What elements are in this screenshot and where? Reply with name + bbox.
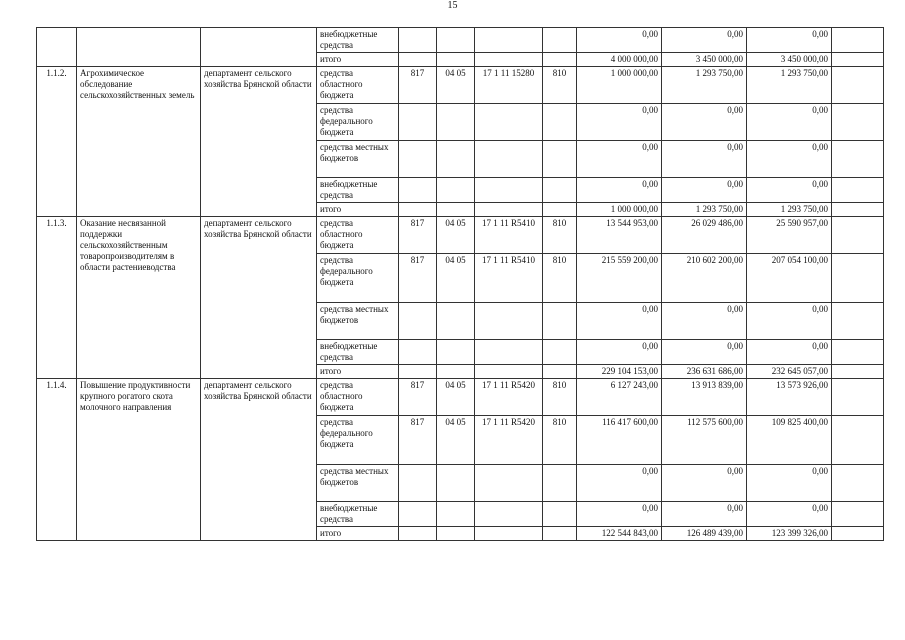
amount-year-2: 13 913 839,00 bbox=[662, 379, 747, 416]
code-grbs bbox=[399, 28, 437, 53]
code-target bbox=[475, 527, 543, 541]
extra-cell bbox=[832, 254, 884, 303]
amount-year-3: 109 825 400,00 bbox=[747, 416, 832, 465]
funding-source: средства федерального бюджета bbox=[317, 104, 399, 141]
amount-year-2: 0,00 bbox=[662, 465, 747, 502]
amount-year-2: 1 293 750,00 bbox=[662, 67, 747, 104]
code-grbs: 817 bbox=[399, 379, 437, 416]
amount-year-3: 207 054 100,00 bbox=[747, 254, 832, 303]
code-grbs bbox=[399, 303, 437, 340]
code-expense-type: 810 bbox=[543, 416, 577, 465]
amount-year-3: 0,00 bbox=[747, 28, 832, 53]
extra-cell bbox=[832, 67, 884, 104]
code-section: 04 05 bbox=[437, 379, 475, 416]
budget-table bbox=[36, 27, 884, 541]
amount-year-1: 4 000 000,00 bbox=[577, 53, 662, 67]
code-expense-type bbox=[543, 141, 577, 178]
funding-source: средства областного бюджета bbox=[317, 67, 399, 104]
amount-year-3: 1 293 750,00 bbox=[747, 67, 832, 104]
code-grbs bbox=[399, 465, 437, 502]
code-expense-type bbox=[543, 340, 577, 365]
funding-source: средства местных бюджетов bbox=[317, 465, 399, 502]
extra-cell bbox=[832, 178, 884, 203]
code-target: 17 1 11 R5410 bbox=[475, 217, 543, 254]
amount-year-2: 1 293 750,00 bbox=[662, 203, 747, 217]
item-name: Повышение продуктивности крупного рогатого скота молочного направления bbox=[77, 379, 201, 541]
dept-cell bbox=[201, 28, 317, 67]
code-target bbox=[475, 303, 543, 340]
code-target: 17 1 11 R5420 bbox=[475, 379, 543, 416]
extra-cell bbox=[832, 28, 884, 53]
code-target bbox=[475, 141, 543, 178]
amount-year-2: 210 602 200,00 bbox=[662, 254, 747, 303]
item-department: департамент сельского хозяйства Брянской области bbox=[201, 379, 317, 541]
amount-year-3: 0,00 bbox=[747, 502, 832, 527]
table-row bbox=[37, 217, 884, 254]
code-expense-type bbox=[543, 465, 577, 502]
amount-year-2: 0,00 bbox=[662, 178, 747, 203]
code-grbs bbox=[399, 53, 437, 67]
extra-cell bbox=[832, 141, 884, 178]
code-section: 04 05 bbox=[437, 217, 475, 254]
code-grbs bbox=[399, 141, 437, 178]
extra-cell bbox=[832, 465, 884, 502]
funding-source: итого bbox=[317, 365, 399, 379]
extra-cell bbox=[832, 527, 884, 541]
code-target bbox=[475, 53, 543, 67]
funding-source: средства местных бюджетов bbox=[317, 141, 399, 178]
code-target: 17 1 11 R5420 bbox=[475, 416, 543, 465]
code-section bbox=[437, 28, 475, 53]
page-number: 15 bbox=[447, 0, 458, 11]
amount-year-1: 0,00 bbox=[577, 141, 662, 178]
item-name: Агрохимическое обследование сельскохозяйственных земель bbox=[77, 67, 201, 217]
extra-cell bbox=[832, 416, 884, 465]
code-expense-type: 810 bbox=[543, 217, 577, 254]
item-index: 1.1.4. bbox=[37, 379, 77, 541]
code-section: 04 05 bbox=[437, 416, 475, 465]
extra-cell bbox=[832, 217, 884, 254]
code-grbs: 817 bbox=[399, 67, 437, 104]
amount-year-1: 0,00 bbox=[577, 178, 662, 203]
amount-year-1: 0,00 bbox=[577, 465, 662, 502]
funding-source: внебюджетные средства bbox=[317, 28, 399, 53]
amount-year-2: 0,00 bbox=[662, 502, 747, 527]
item-index: 1.1.2. bbox=[37, 67, 77, 217]
code-target bbox=[475, 104, 543, 141]
code-expense-type: 810 bbox=[543, 379, 577, 416]
amount-year-2: 0,00 bbox=[662, 340, 747, 365]
amount-year-3: 25 590 957,00 bbox=[747, 217, 832, 254]
code-grbs bbox=[399, 178, 437, 203]
amount-year-1: 122 544 843,00 bbox=[577, 527, 662, 541]
amount-year-2: 0,00 bbox=[662, 303, 747, 340]
code-grbs: 817 bbox=[399, 217, 437, 254]
amount-year-2: 3 450 000,00 bbox=[662, 53, 747, 67]
extra-cell bbox=[832, 203, 884, 217]
extra-cell bbox=[832, 379, 884, 416]
amount-year-2: 0,00 bbox=[662, 28, 747, 53]
code-grbs bbox=[399, 502, 437, 527]
idx-cell bbox=[37, 28, 77, 67]
extra-cell bbox=[832, 53, 884, 67]
funding-source: средства местных бюджетов bbox=[317, 303, 399, 340]
funding-source: итого bbox=[317, 53, 399, 67]
amount-year-2: 236 631 686,00 bbox=[662, 365, 747, 379]
name-cell bbox=[77, 28, 201, 67]
extra-cell bbox=[832, 340, 884, 365]
amount-year-3: 0,00 bbox=[747, 340, 832, 365]
code-grbs bbox=[399, 527, 437, 541]
amount-year-1: 13 544 953,00 bbox=[577, 217, 662, 254]
code-grbs bbox=[399, 340, 437, 365]
code-target bbox=[475, 340, 543, 365]
amount-year-3: 0,00 bbox=[747, 104, 832, 141]
code-target: 17 1 11 R5410 bbox=[475, 254, 543, 303]
table-row bbox=[37, 379, 884, 416]
amount-year-1: 116 417 600,00 bbox=[577, 416, 662, 465]
code-target bbox=[475, 465, 543, 502]
funding-source: итого bbox=[317, 527, 399, 541]
code-expense-type bbox=[543, 502, 577, 527]
code-section bbox=[437, 303, 475, 340]
item-name: Оказание несвязанной поддержки сельскохозяйственным товаропроизводителям в области растениеводства bbox=[77, 217, 201, 379]
funding-source: внебюджетные средства bbox=[317, 178, 399, 203]
code-grbs bbox=[399, 203, 437, 217]
item-department: департамент сельского хозяйства Брянской области bbox=[201, 67, 317, 217]
item-department: департамент сельского хозяйства Брянской области bbox=[201, 217, 317, 379]
table-row bbox=[37, 67, 884, 104]
amount-year-2: 112 575 600,00 bbox=[662, 416, 747, 465]
code-section bbox=[437, 141, 475, 178]
item-index: 1.1.3. bbox=[37, 217, 77, 379]
extra-cell bbox=[832, 502, 884, 527]
code-expense-type bbox=[543, 28, 577, 53]
funding-source: средства областного бюджета bbox=[317, 217, 399, 254]
amount-year-3: 232 645 057,00 bbox=[747, 365, 832, 379]
funding-source: средства федерального бюджета bbox=[317, 416, 399, 465]
funding-source: внебюджетные средства bbox=[317, 340, 399, 365]
amount-year-1: 0,00 bbox=[577, 104, 662, 141]
code-target bbox=[475, 178, 543, 203]
code-section bbox=[437, 53, 475, 67]
code-expense-type bbox=[543, 203, 577, 217]
amount-year-3: 0,00 bbox=[747, 141, 832, 178]
amount-year-1: 0,00 bbox=[577, 303, 662, 340]
funding-source: внебюджетные средства bbox=[317, 502, 399, 527]
code-section bbox=[437, 203, 475, 217]
funding-source: средства областного бюджета bbox=[317, 379, 399, 416]
code-target bbox=[475, 502, 543, 527]
amount-year-1: 6 127 243,00 bbox=[577, 379, 662, 416]
extra-cell bbox=[832, 365, 884, 379]
code-section: 04 05 bbox=[437, 254, 475, 303]
extra-cell bbox=[832, 104, 884, 141]
amount-year-3: 0,00 bbox=[747, 303, 832, 340]
amount-year-1: 1 000 000,00 bbox=[577, 67, 662, 104]
amount-year-2: 126 489 439,00 bbox=[662, 527, 747, 541]
funding-source: итого bbox=[317, 203, 399, 217]
code-expense-type bbox=[543, 53, 577, 67]
code-expense-type: 810 bbox=[543, 254, 577, 303]
table-row bbox=[37, 28, 884, 53]
amount-year-3: 13 573 926,00 bbox=[747, 379, 832, 416]
amount-year-1: 0,00 bbox=[577, 502, 662, 527]
code-grbs bbox=[399, 104, 437, 141]
code-target: 17 1 11 15280 bbox=[475, 67, 543, 104]
code-grbs: 817 bbox=[399, 416, 437, 465]
code-expense-type bbox=[543, 178, 577, 203]
amount-year-3: 123 399 326,00 bbox=[747, 527, 832, 541]
code-expense-type bbox=[543, 303, 577, 340]
amount-year-3: 1 293 750,00 bbox=[747, 203, 832, 217]
code-section bbox=[437, 527, 475, 541]
code-expense-type bbox=[543, 527, 577, 541]
code-expense-type: 810 bbox=[543, 67, 577, 104]
code-grbs: 817 bbox=[399, 254, 437, 303]
code-target bbox=[475, 365, 543, 379]
amount-year-1: 229 104 153,00 bbox=[577, 365, 662, 379]
code-section bbox=[437, 104, 475, 141]
amount-year-3: 3 450 000,00 bbox=[747, 53, 832, 67]
amount-year-2: 26 029 486,00 bbox=[662, 217, 747, 254]
extra-cell bbox=[832, 303, 884, 340]
amount-year-1: 1 000 000,00 bbox=[577, 203, 662, 217]
code-section bbox=[437, 465, 475, 502]
amount-year-3: 0,00 bbox=[747, 465, 832, 502]
code-grbs bbox=[399, 365, 437, 379]
code-section bbox=[437, 365, 475, 379]
funding-source: средства федерального бюджета bbox=[317, 254, 399, 303]
code-target bbox=[475, 28, 543, 53]
code-section bbox=[437, 340, 475, 365]
code-section: 04 05 bbox=[437, 67, 475, 104]
amount-year-1: 0,00 bbox=[577, 28, 662, 53]
code-expense-type bbox=[543, 365, 577, 379]
amount-year-1: 215 559 200,00 bbox=[577, 254, 662, 303]
code-target bbox=[475, 203, 543, 217]
code-section bbox=[437, 178, 475, 203]
code-section bbox=[437, 502, 475, 527]
amount-year-3: 0,00 bbox=[747, 178, 832, 203]
amount-year-2: 0,00 bbox=[662, 141, 747, 178]
code-expense-type bbox=[543, 104, 577, 141]
amount-year-2: 0,00 bbox=[662, 104, 747, 141]
amount-year-1: 0,00 bbox=[577, 340, 662, 365]
